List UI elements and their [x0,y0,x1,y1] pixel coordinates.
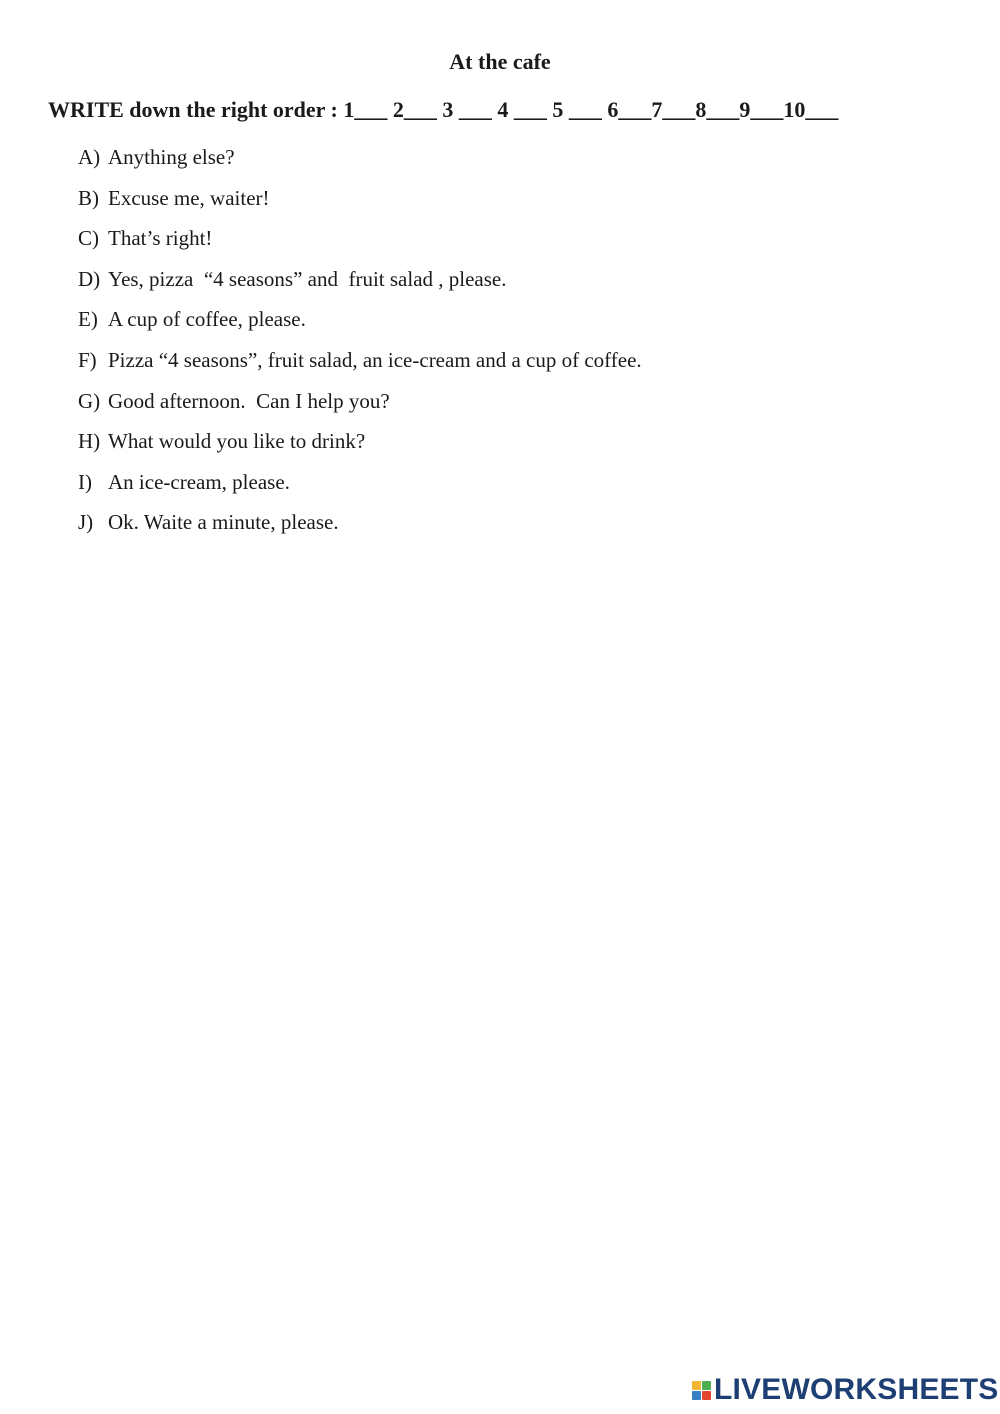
option-letter: I) [78,469,92,494]
logo-square-icon [702,1381,711,1390]
option-text: A cup of coffee, please. [108,307,306,332]
option-f [78,346,978,387]
logo-square-icon [702,1391,711,1400]
option-g [78,387,978,428]
option-text: That’s right! [108,226,213,251]
option-i [78,468,978,509]
options-list [78,143,978,549]
option-text: Excuse me, waiter! [108,185,270,210]
option-letter: F) [78,347,97,372]
option-e [78,305,978,346]
liveworksheets-brand [692,1374,999,1406]
option-letter: D) [78,266,101,291]
option-d [78,265,978,306]
instruction-line: WRITE down the right order : 1___ 2___ 3 ___ 4 ___ 5 ___ 6___7___8___9___10___ [48,97,839,122]
brand-wordmark: LIVEWORKSHEETS [714,1373,999,1406]
option-text: Ok. Waite a minute, please. [108,510,339,535]
option-j [78,508,978,549]
logo-square-icon [692,1391,701,1400]
option-c [78,224,978,265]
option-text: Pizza “4 seasons”, fruit salad, an ice-cream and a cup of coffee. [108,347,642,372]
option-letter: B) [78,185,99,210]
option-letter: G) [78,388,101,413]
option-letter: E) [78,307,98,332]
option-b [78,184,978,225]
option-h [78,427,978,468]
option-letter: H) [78,429,101,454]
option-letter: C) [78,226,99,251]
option-letter: A) [78,145,101,169]
option-letter: J) [78,510,94,535]
page-title: At the cafe [449,49,551,74]
option-text: Anything else? [108,145,235,169]
option-text: An ice-cream, please. [108,469,290,494]
liveworksheets-logo-icon [692,1381,711,1400]
logo-square-icon [692,1381,701,1390]
option-text: Good afternoon. Can I help you? [108,388,390,413]
option-text: Yes, pizza “4 seasons” and fruit salad , please. [108,266,507,291]
option-text: What would you like to drink? [108,429,366,454]
option-a [78,143,978,184]
